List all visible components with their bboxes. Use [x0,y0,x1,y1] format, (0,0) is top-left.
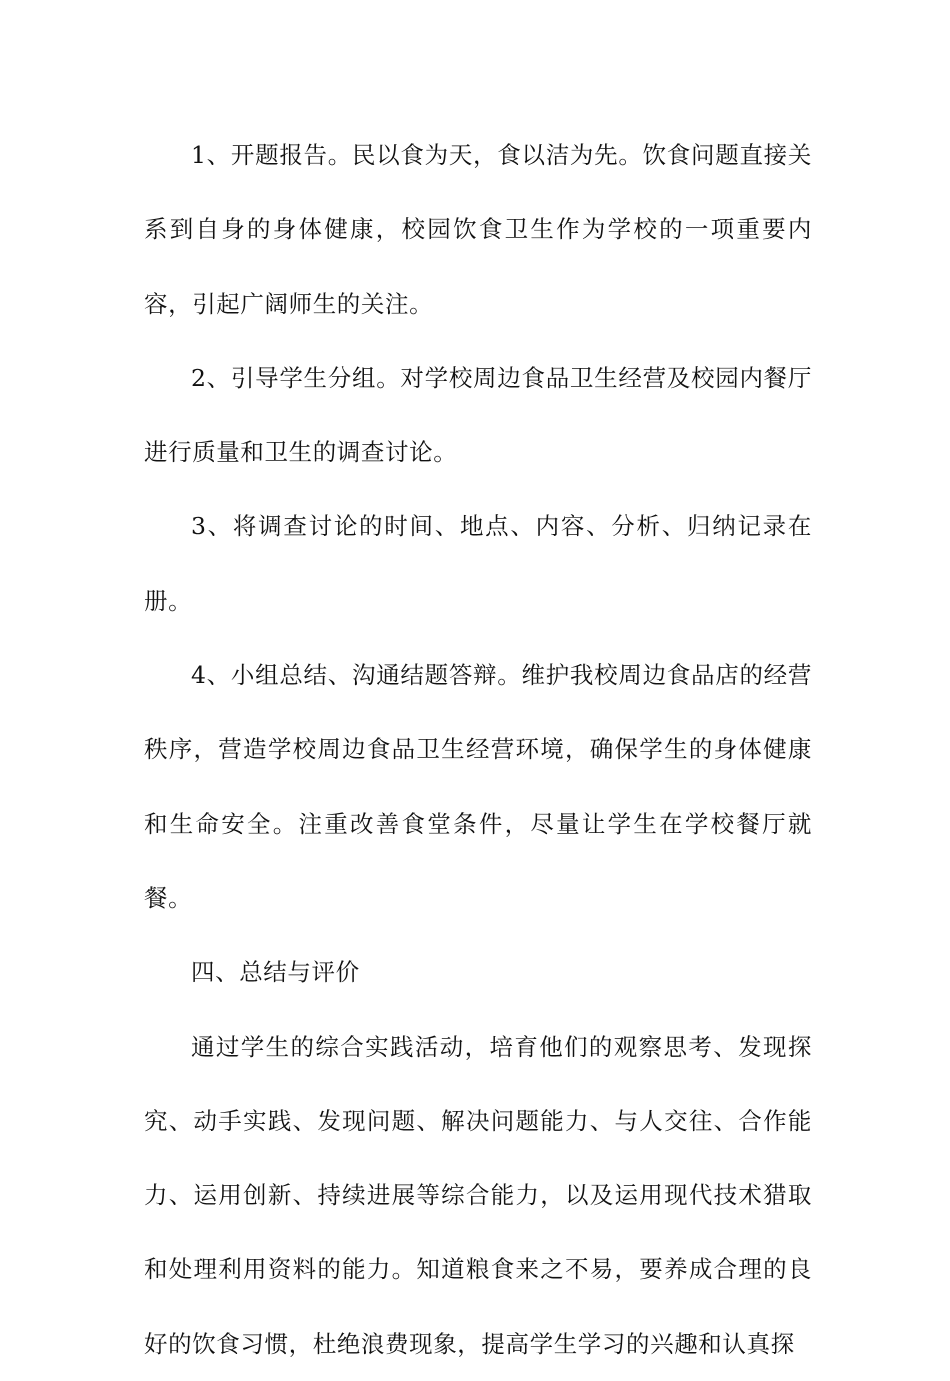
section-heading-summary-evaluation: 四、总结与评价 [191,958,360,987]
paragraph-student-grouping: 2、引导学生分组。对学校周边食品卫生经营及校园内餐厅进行质量和卫生的调查讨论。 [144,363,812,467]
paragraph-record-survey: 3、将调查讨论的时间、地点、内容、分析、归纳记录在册。 [144,512,812,615]
paragraph-opening-report: 1、开题报告。民以食为天，食以洁为先。饮食问题直接关系到自身的身体健康，校园饮食卫生作为学校的一项重要内容，引起广阔师生的关注。 [144,141,812,318]
document-body [144,118,812,1381]
paragraph-group-summary: 4、小组总结、沟通结题答辩。维护我校周边食品店的经营秩序，营造学校周边食品卫生经营环境，确保学生的身体健康和生命安全。注重改善食堂条件，尽量让学生在学校餐厅就餐。 [144,661,812,912]
paragraph-evaluation-text: 通过学生的综合实践活动，培育他们的观察思考、发现探究、动手实践、发现问题、解决问题能力、与人交往、合作能力、运用创新、持续进展等综合能力，以及运用现代技术猎取和处理利用资料的能力。知道粮食来之不易，要养成合理的良好的饮食习惯，杜绝浪费现象，提高学生学习的兴趣和认真探 [144,1032,812,1358]
